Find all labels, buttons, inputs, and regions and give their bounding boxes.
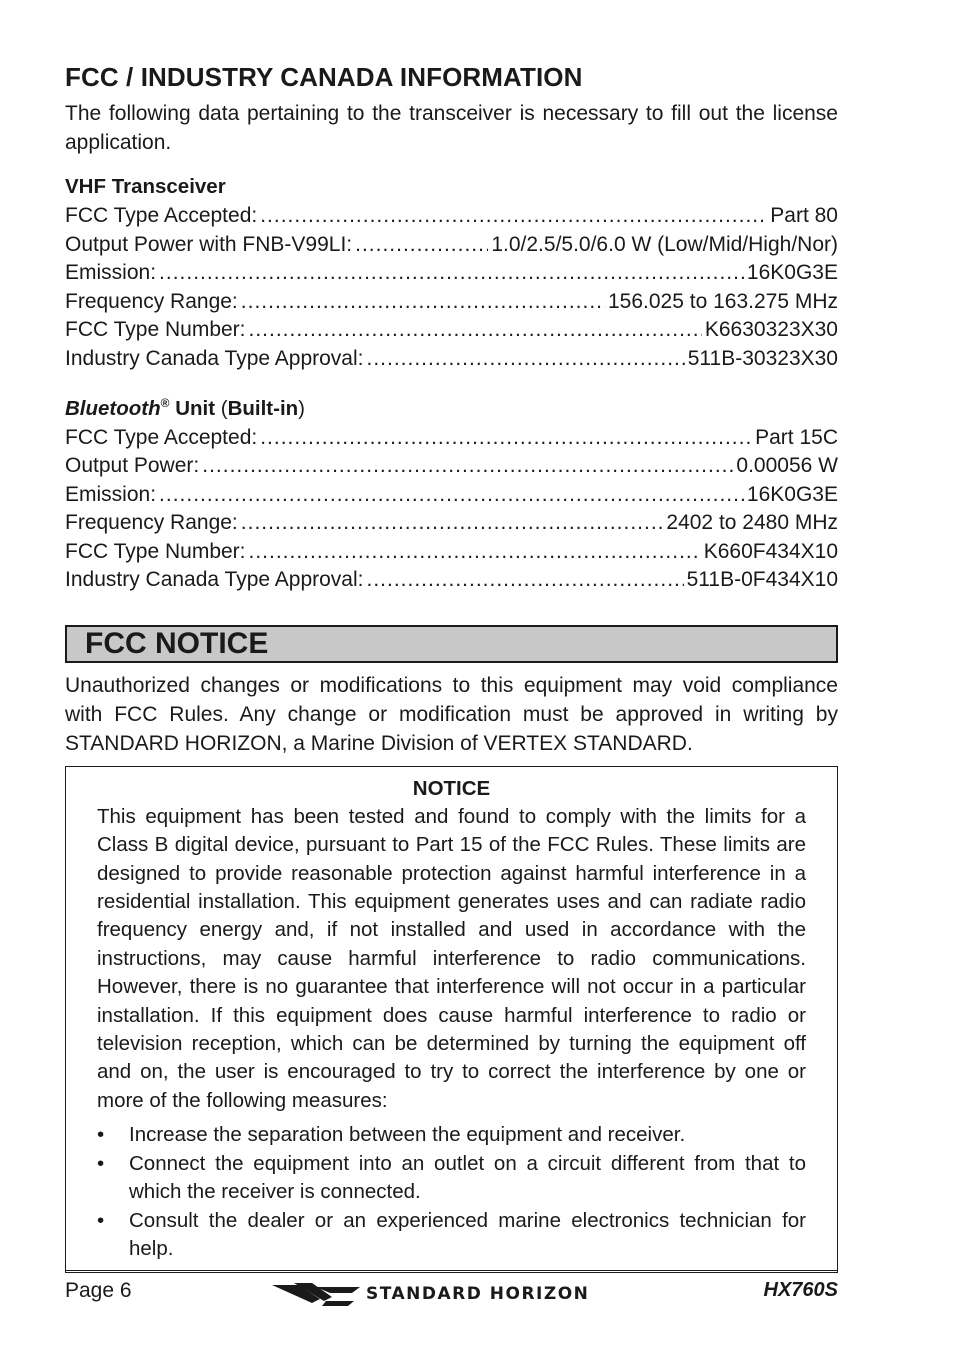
spec-row [65, 566, 838, 595]
spec-label: Emission: [65, 261, 157, 284]
leader-dots [260, 424, 752, 453]
bullet-icon: • [97, 1151, 105, 1175]
leader-dots [159, 259, 744, 288]
spec-label: FCC Type Number: [65, 539, 246, 563]
spec-row [65, 259, 838, 288]
model-name: HX760S [763, 1279, 838, 1301]
spec-value: 16K0G3E [746, 261, 838, 284]
bluetooth-word: Bluetooth [65, 396, 161, 420]
vhf-spec-list [65, 202, 838, 373]
bluetooth-spec-list [65, 424, 838, 595]
spec-label: Frequency Range: [65, 511, 238, 535]
bullet-icon: • [97, 1208, 105, 1232]
spec-row [65, 316, 838, 345]
leader-dots [355, 231, 488, 260]
page-content [65, 58, 838, 1273]
measures-list [97, 1121, 806, 1263]
spec-row [65, 345, 838, 374]
leader-dots [241, 288, 605, 317]
spec-label: Frequency Range: [65, 289, 238, 313]
spec-label: Industry Canada Type Approval: [65, 568, 364, 592]
spec-value: K6630323X30 [704, 318, 838, 341]
brand-logo [272, 1281, 589, 1307]
spec-label: FCC Type Accepted: [65, 425, 258, 449]
bluetooth-heading [65, 389, 838, 423]
fcc-info-intro: The following data pertaining to the transceiver is necessary to fill out the license application. [65, 102, 838, 154]
list-item-text: Connect the equipment into an outlet on a circuit different from that to which the receiver is connected. [129, 1151, 806, 1204]
spec-label: Output Power with FNB-V99LI: [65, 232, 353, 256]
spec-row [65, 202, 838, 231]
brand-name: STANDARD HORIZON [366, 1284, 590, 1304]
spec-row [65, 452, 838, 481]
spec-label: FCC Type Accepted: [65, 204, 258, 227]
spec-row [65, 424, 838, 453]
spec-row [65, 481, 838, 510]
list-item [97, 1121, 806, 1149]
paren-open: ( [220, 396, 228, 420]
fcc-notice-banner [65, 625, 838, 663]
spec-row [65, 509, 838, 538]
spec-value: Part 80 [770, 204, 838, 227]
spec-value: 0.00056 W [736, 454, 838, 478]
spec-value: Part 15C [755, 425, 838, 449]
bullet-icon: • [97, 1123, 105, 1147]
page-number: Page 6 [65, 1279, 132, 1302]
paren-close: ) [298, 396, 305, 420]
fcc-notice-paragraph: Unauthorized changes or modifications to this equipment may void compliance with FCC Rules. Any change or modification must be approved in writing by STANDARD HORIZON, a Marine Division of VERTEX STANDARD. [65, 673, 838, 755]
leader-dots [159, 481, 744, 510]
notice-box [65, 766, 838, 1274]
standard-horizon-logo-icon [272, 1281, 360, 1307]
notice-body: This equipment has been tested and found to comply with the limits for a Class B digital device, pursuant to Part 15 of the FCC Rules. These limits are designed to provide reasonable protection against harmful interference in a residential installation. This equipment generates uses and can radiate radio frequency energy and, if not installed and used in accordance with the instructions, may cause harmful interference to radio communications. However, there is no guarantee that interference will not occur in a particular installation. If this equipment does cause harmful interference to radio or television reception, which can be determined by turning the equipment off and on, the user is encouraged to try to correct the interference by one or more of the following measures: [97, 804, 806, 1112]
registered-mark: ® [160, 396, 170, 410]
spec-label: Output Power: [65, 454, 200, 478]
spec-label: FCC Type Number: [65, 318, 246, 341]
list-item [97, 1150, 806, 1207]
bluetooth-builtin: Built-in [227, 396, 299, 420]
page-footer [65, 1270, 838, 1311]
leader-dots [366, 566, 683, 595]
list-item-text: Increase the separation between the equipment and receiver. [129, 1123, 686, 1147]
spec-row [65, 538, 838, 567]
spec-value: 156.025 to 163.275 MHz [608, 289, 838, 313]
spec-row [65, 288, 838, 317]
spec-value: 2402 to 2480 MHz [666, 511, 838, 535]
list-item-text: Consult the dealer or an experienced marine electronics technician for help. [129, 1208, 806, 1260]
leader-dots [260, 202, 767, 231]
spec-value: 16K0G3E [746, 482, 838, 506]
notice-title: NOTICE [412, 776, 491, 800]
fcc-info-heading: FCC / INDUSTRY CANADA INFORMATION [65, 62, 583, 92]
spec-label: Emission: [65, 482, 157, 506]
leader-dots [249, 538, 701, 567]
spec-value: 1.0/2.5/5.0/6.0 W (Low/Mid/High/Nor) [491, 232, 838, 256]
spec-value: 511B-0F434X10 [686, 568, 838, 592]
leader-dots [249, 316, 702, 345]
vhf-heading: VHF Transceiver [65, 175, 226, 198]
leader-dots [241, 509, 664, 538]
leader-dots [366, 345, 684, 374]
spec-row [65, 231, 838, 260]
bluetooth-unit-word: Unit [169, 396, 221, 420]
list-item [97, 1207, 806, 1264]
spec-label: Industry Canada Type Approval: [65, 346, 364, 370]
fcc-notice-heading: FCC NOTICE [85, 626, 269, 660]
leader-dots [202, 452, 733, 481]
spec-value: 511B-30323X30 [687, 346, 838, 370]
spec-value: K660F434X10 [703, 539, 838, 563]
